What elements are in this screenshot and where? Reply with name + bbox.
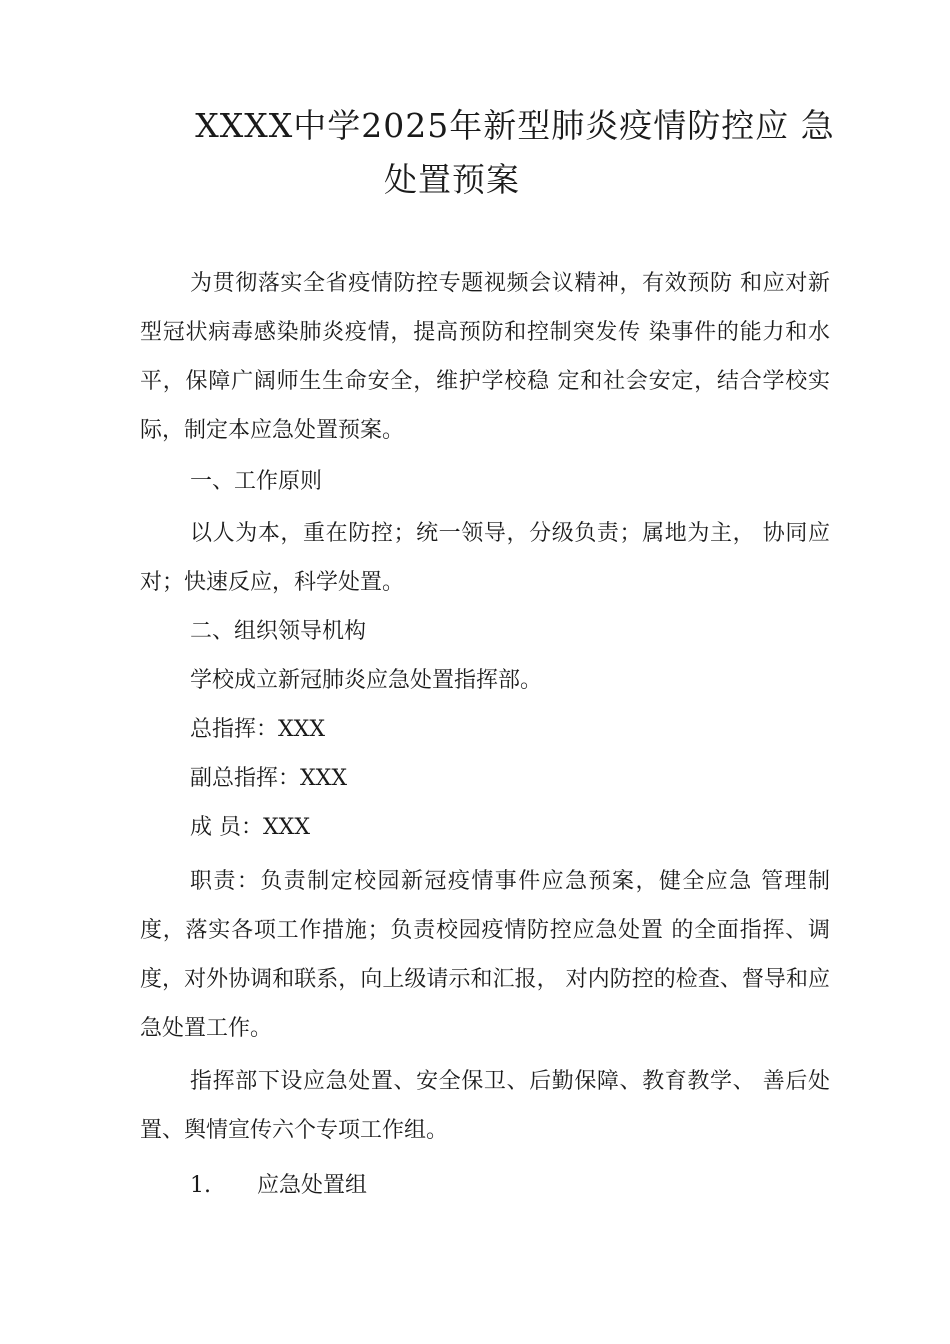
document-title-line-1: XXXX中学2025年新型肺炎疫情防控应 急 — [195, 106, 835, 145]
groups-paragraph — [140, 1057, 830, 1155]
commander-line: 总指挥：XXX — [190, 717, 325, 742]
section-2-heading: 二、组织领导机构 — [190, 619, 367, 644]
members-line: 成 员：XXX — [190, 815, 310, 840]
section-1-heading: 一、工作原则 — [190, 469, 323, 494]
item-1-number: 1. — [190, 1173, 211, 1198]
item-1-label: 应急处置组 — [257, 1173, 368, 1198]
intro-text: 为贯彻落实全省疫情防控专题视频会议精神，有效预防 和应对新型冠状病毒感染肺炎疫情，提高预防和控制突发传 染事件的能力和水平，保障广阔师生生命安全，维护学校稳 定和社会安定，结合学校实际，制定本应急处置预案。 — [140, 271, 830, 443]
vice-commander-line: 副总指挥：XXX — [190, 766, 347, 791]
duties-text: 职责：负责制定校园新冠疫情事件应急预案，健全应急 管理制度，落实各项工作措施；负责校园疫情防控应急处置 的全面指挥、调度，对外协调和联系，向上级请示和汇报， 对内防控的检查、督导和应急处置工作。 — [140, 869, 830, 1041]
document-title-line-2: 处置预案 — [384, 160, 520, 199]
duties-paragraph — [140, 857, 830, 1053]
section-1 — [140, 457, 830, 506]
section-2-setup: 学校成立新冠肺炎应急处置指挥部。 — [190, 668, 543, 693]
section-1-text: 以人为本，重在防控；统一领导，分级负责；属地为主， 协同应对；快速反应，科学处置。 — [140, 521, 830, 595]
section-1-body — [140, 509, 830, 607]
section-2 — [140, 607, 830, 852]
item-1 — [140, 1161, 830, 1210]
intro-paragraph — [140, 259, 830, 455]
groups-text: 指挥部下设应急处置、安全保卫、后勤保障、教育教学、 善后处置、舆情宣传六个专项工作组。 — [140, 1069, 830, 1143]
item-1-line — [140, 1161, 830, 1210]
